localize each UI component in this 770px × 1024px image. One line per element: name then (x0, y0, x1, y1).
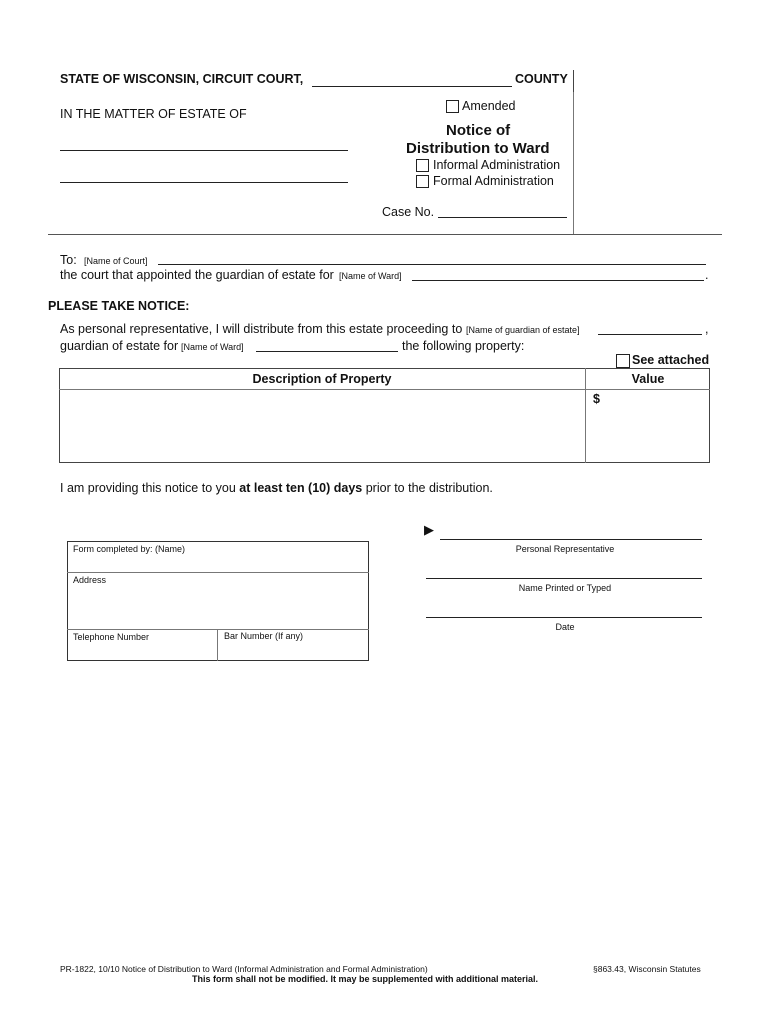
amended-checkbox[interactable] (446, 100, 459, 113)
name-of-ward-field[interactable] (412, 280, 704, 281)
formal-admin-label: Formal Administration (433, 174, 554, 188)
estate-name-field-2[interactable] (60, 182, 348, 183)
signature-arrow-icon: ▶ (424, 522, 434, 537)
name-printed-label: Name Printed or Typed (518, 583, 612, 593)
case-no-field[interactable] (438, 217, 567, 218)
informal-admin-checkbox[interactable] (416, 159, 429, 172)
form-completed-by-label: Form completed by: (Name) (73, 544, 186, 554)
informal-admin-label: Informal Administration (433, 158, 561, 172)
notice-ward-field[interactable] (256, 351, 398, 352)
date-label: Date (555, 622, 575, 632)
notice-line2-tail: the following property: (402, 339, 525, 353)
form-title-line1: Notice of (446, 122, 511, 139)
estate-name-field-1[interactable] (60, 150, 348, 151)
date-field[interactable] (426, 617, 702, 618)
name-printed-field[interactable] (426, 578, 702, 579)
completed-box-col-divider (217, 629, 218, 661)
form-completed-by-field[interactable] (68, 556, 368, 571)
completed-box-rule-1 (67, 572, 369, 573)
county-name-field[interactable] (312, 86, 512, 87)
bar-number-field[interactable] (219, 644, 368, 660)
caption-bottom-rule (48, 234, 722, 235)
caption-divider-shadow (573, 92, 575, 235)
personal-rep-label: Personal Representative (515, 544, 615, 554)
to-line2-text: the court that appointed the guardian of estate for (60, 268, 334, 282)
amended-label: Amended (462, 99, 516, 113)
name-of-court-hint: [Name of Court] (84, 256, 148, 266)
notice-comma: , (705, 322, 709, 336)
name-of-ward-hint: [Name of Ward] (339, 271, 402, 281)
notice-line2-text: guardian of estate for (60, 339, 179, 353)
address-label: Address (73, 575, 107, 585)
providing-sentence (60, 481, 493, 495)
notice-heading: PLEASE TAKE NOTICE: (48, 299, 190, 313)
name-of-court-field[interactable] (158, 264, 706, 265)
col-description-header: Description of Property (252, 372, 392, 386)
see-attached-label: See attached (632, 353, 710, 367)
property-value-cell[interactable] (606, 390, 709, 462)
formal-admin-checkbox[interactable] (416, 175, 429, 188)
name-of-guardian-hint: [Name of guardian of estate] (466, 325, 580, 335)
notice-ward-hint: [Name of Ward] (181, 342, 244, 352)
col-value-header: Value (631, 372, 665, 386)
footer-form-id: PR-1822, 10/10 Notice of Distribution to Ward (Informal Administration and Formal Administration) (60, 964, 428, 974)
to-label: To: (60, 253, 77, 267)
property-description-cell[interactable] (60, 390, 585, 462)
telephone-field[interactable] (68, 644, 216, 660)
matter-label: IN THE MATTER OF ESTATE OF (60, 107, 247, 121)
form-title-line2: Distribution to Ward (406, 140, 550, 157)
county-label: COUNTY (515, 72, 568, 86)
see-attached-checkbox[interactable] (616, 354, 630, 368)
address-field[interactable] (68, 588, 368, 628)
completed-box-rule-2 (67, 629, 369, 630)
to-period: . (705, 268, 709, 282)
value-dollar-sign: $ (593, 392, 600, 406)
footer-statute: §863.43, Wisconsin Statutes (593, 964, 701, 974)
personal-rep-signature-field[interactable] (440, 539, 702, 540)
state-court-label: STATE OF WISCONSIN, CIRCUIT COURT, (60, 72, 304, 86)
telephone-label: Telephone Number (73, 632, 150, 642)
providing-bold: at least ten (10) days (239, 481, 363, 495)
case-no-label: Case No. (382, 205, 435, 219)
providing-pre: I am providing this notice to you (60, 481, 236, 495)
footer-notice: This form shall not be modified. It may be supplemented with additional material. (192, 974, 539, 984)
providing-post: prior to the distribution. (365, 481, 493, 495)
notice-line1-text: As personal representative, I will distribute from this estate proceeding to (60, 322, 463, 336)
bar-number-label: Bar Number (If any) (224, 631, 304, 641)
guardian-name-field[interactable] (598, 334, 702, 335)
